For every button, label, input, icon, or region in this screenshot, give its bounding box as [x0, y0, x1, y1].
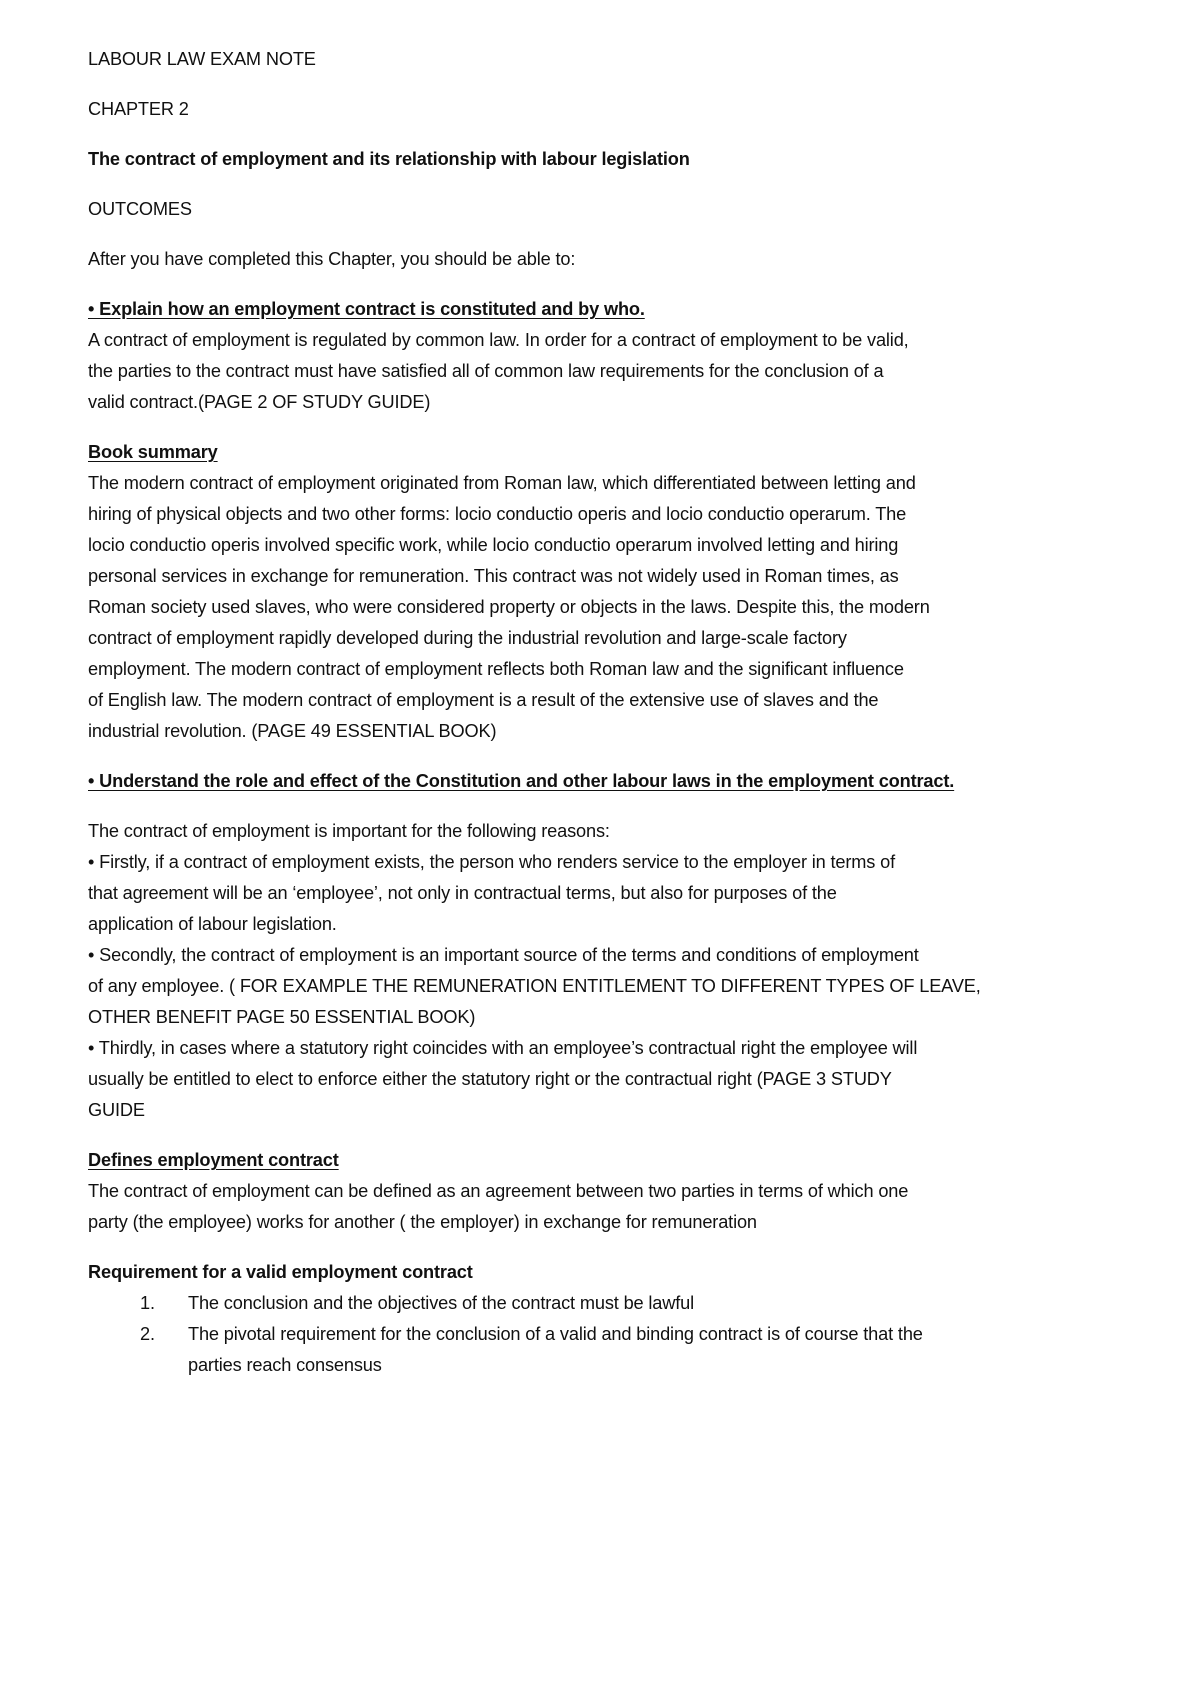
paragraph-line: contract of employment rapidly developed during the industrial revolution and large-scale factory	[88, 628, 847, 648]
reason-2	[88, 940, 1078, 1033]
paragraph-line: employment. The modern contract of employment reflects both Roman law and the significant influence	[88, 659, 904, 679]
document-title: LABOUR LAW EXAM NOTE	[88, 49, 316, 69]
reason-1	[88, 847, 1078, 940]
paragraph-common-law	[88, 325, 1078, 418]
paragraph-line: personal services in exchange for remuneration. This contract was not widely used in Roman times, as	[88, 566, 899, 586]
paragraph-line: industrial revolution. (PAGE 49 ESSENTIAL BOOK)	[88, 721, 497, 741]
chapter-subtitle: The contract of employment and its relationship with labour legislation	[88, 149, 690, 169]
list-item	[88, 1319, 1078, 1350]
outcome-1: • Explain how an employment contract is constituted and by who.	[88, 299, 645, 319]
outcomes-intro: After you have completed this Chapter, you should be able to:	[88, 249, 576, 269]
defines-heading: Defines employment contract	[88, 1150, 339, 1170]
list-item-text: The pivotal requirement for the conclusion of a valid and binding contract is of course that the	[188, 1324, 923, 1344]
list-item-text: The conclusion and the objectives of the contract must be lawful	[188, 1293, 695, 1313]
paragraph-line: A contract of employment is regulated by common law. In order for a contract of employment to be valid,	[88, 330, 909, 350]
document-body	[88, 44, 1078, 1381]
outcome-2: • Understand the role and effect of the Constitution and other labour laws in the employment contract.	[88, 771, 955, 791]
paragraph-line: usually be entitled to elect to enforce either the statutory right or the contractual right (PAGE 3 STUDY	[88, 1069, 892, 1089]
paragraph-line: The contract of employment can be defined as an agreement between two parties in terms of which one	[88, 1181, 909, 1201]
paragraph-line: application of labour legislation.	[88, 914, 337, 934]
list-number: 2.	[140, 1324, 155, 1344]
requirements-list	[88, 1288, 1078, 1381]
list-number: 1.	[140, 1293, 155, 1313]
paragraph-line: hiring of physical objects and two other forms: locio conductio operis and locio conductio operarum. The	[88, 504, 907, 524]
reasons-intro: The contract of employment is important for the following reasons:	[88, 821, 610, 841]
chapter-heading: CHAPTER 2	[88, 99, 189, 119]
paragraph-line: • Firstly, if a contract of employment exists, the person who renders service to the employer in terms of	[88, 852, 896, 872]
book-summary-paragraph	[88, 468, 1078, 747]
list-number-spacer	[88, 1350, 188, 1381]
reason-3	[88, 1033, 1078, 1126]
paragraph-line: party (the employee) works for another ( the employer) in exchange for remuneration	[88, 1212, 757, 1232]
paragraph-line: The modern contract of employment originated from Roman law, which differentiated between letting and	[88, 473, 916, 493]
paragraph-line: Roman society used slaves, who were considered property or objects in the laws. Despite this, the modern	[88, 597, 930, 617]
paragraph-line: of any employee. ( FOR EXAMPLE THE REMUNERATION ENTITLEMENT TO DIFFERENT TYPES OF LEAVE,	[88, 976, 981, 996]
paragraph-line: GUIDE	[88, 1100, 145, 1120]
book-summary-heading: Book summary	[88, 442, 218, 462]
paragraph-line: the parties to the contract must have satisfied all of common law requirements for the conclusion of a	[88, 361, 884, 381]
paragraph-line: • Thirdly, in cases where a statutory right coincides with an employee’s contractual right the employee will	[88, 1038, 918, 1058]
requirement-heading: Requirement for a valid employment contract	[88, 1262, 473, 1282]
paragraph-line: OTHER BENEFIT PAGE 50 ESSENTIAL BOOK)	[88, 1007, 476, 1027]
definition-paragraph	[88, 1176, 1078, 1238]
paragraph-line: of English law. The modern contract of employment is a result of the extensive use of slaves and the	[88, 690, 879, 710]
outcomes-heading: OUTCOMES	[88, 199, 192, 219]
paragraph-line: that agreement will be an ‘employee’, not only in contractual terms, but also for purposes of the	[88, 883, 837, 903]
paragraph-line: • Secondly, the contract of employment is an important source of the terms and conditions of employment	[88, 945, 919, 965]
list-item	[88, 1288, 1078, 1319]
paragraph-line: valid contract.(PAGE 2 OF STUDY GUIDE)	[88, 392, 431, 412]
list-item-text: parties reach consensus	[188, 1355, 382, 1375]
paragraph-line: locio conductio operis involved specific work, while locio conductio operarum involved letting and hiring	[88, 535, 899, 555]
list-item-continuation	[88, 1350, 1078, 1381]
